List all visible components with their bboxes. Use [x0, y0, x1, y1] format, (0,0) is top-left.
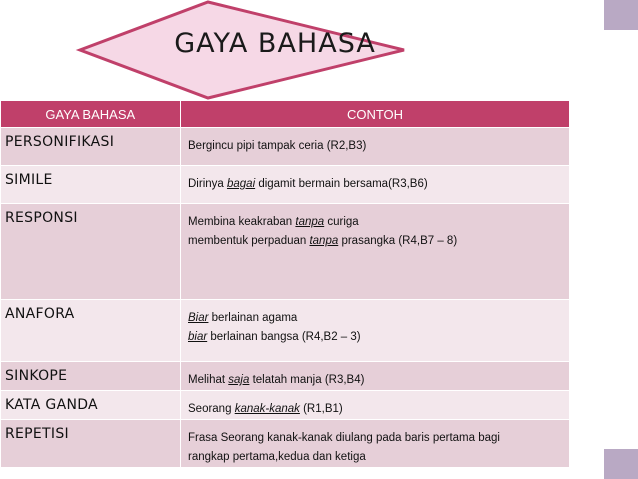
example-line: Melihat saja telatah manja (R3,B4): [188, 374, 365, 386]
header-gaya-bahasa: GAYA BAHASA: [1, 101, 181, 128]
table-row: [1, 166, 570, 204]
term-cell: KATA GANDA: [1, 391, 181, 420]
decor-strip-top: [604, 0, 638, 30]
term-cell: RESPONSI: [1, 204, 181, 300]
table-row: [1, 204, 570, 300]
example-line: biar berlainan bangsa (R4,B2 – 3): [188, 331, 361, 343]
term-cell: PERSONIFIKASI: [1, 128, 181, 166]
example-line: Membina keakraban tanpa curiga: [188, 216, 359, 228]
table-row: [1, 420, 570, 468]
example-line: rangkap pertama,kedua dan ketiga: [188, 451, 366, 463]
table-row: [1, 362, 570, 391]
example-line: Bergincu pipi tampak ceria (R2,B3): [188, 140, 367, 152]
term-cell: REPETISI: [1, 420, 181, 468]
decor-strip-bottom: [604, 449, 638, 479]
term-cell: SINKOPE: [1, 362, 181, 391]
example-cell: [181, 420, 570, 468]
example-line: membentuk perpaduan tanpa prasangka (R4,B7 – 8): [188, 235, 458, 247]
table-row: [1, 300, 570, 362]
example-cell: [181, 300, 570, 362]
table-row: [1, 128, 570, 166]
gaya-bahasa-table: [0, 101, 570, 468]
table-row: [1, 391, 570, 420]
example-cell: [181, 166, 570, 204]
example-cell: [181, 391, 570, 420]
table-header-row: [1, 101, 570, 128]
example-line: Dirinya bagai digamit bermain bersama(R3,B6): [188, 178, 428, 190]
term-cell: ANAFORA: [1, 300, 181, 362]
slide-title: GAYA BAHASA: [174, 28, 376, 59]
example-cell: [181, 128, 570, 166]
example-line: Frasa Seorang kanak-kanak diulang pada baris pertama bagi: [188, 432, 500, 444]
term-cell: SIMILE: [1, 166, 181, 204]
example-cell: [181, 362, 570, 391]
header-contoh: CONTOH: [181, 101, 570, 128]
example-cell: [181, 204, 570, 300]
example-line: Seorang kanak-kanak (R1,B1): [188, 403, 343, 415]
example-line: Biar berlainan agama: [188, 312, 298, 324]
